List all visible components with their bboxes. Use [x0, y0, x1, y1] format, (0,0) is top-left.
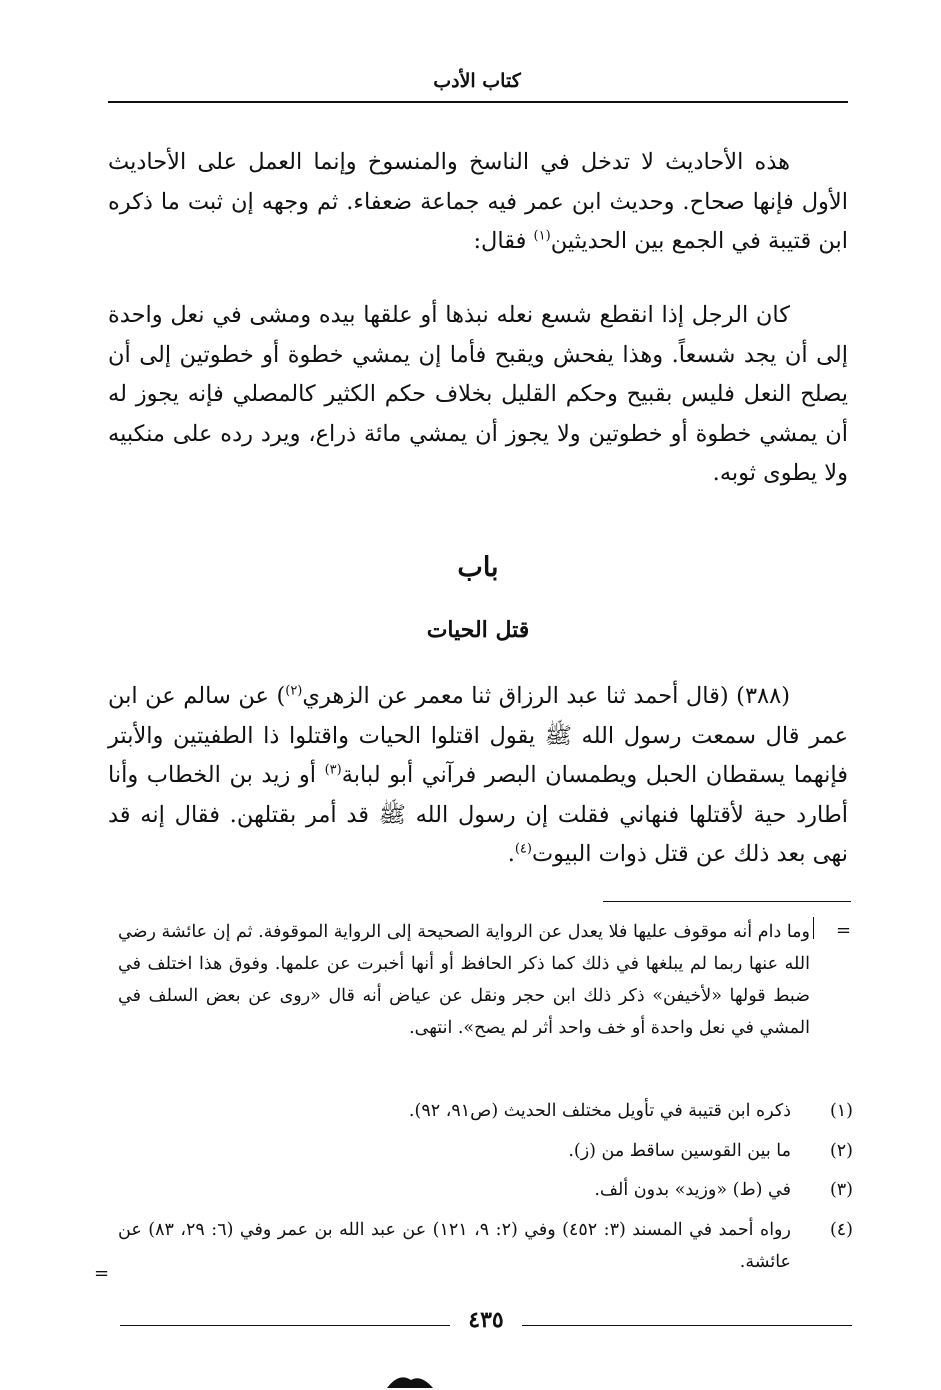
ornament-icon	[385, 1370, 435, 1390]
footnote-number: (١)	[829, 1101, 853, 1121]
hadith-lead: (٣٨٨) (قال أحمد ثنا عبد الرزاق ثنا معمر عن الزهري	[302, 683, 791, 709]
footnote-4	[118, 1214, 853, 1278]
section-title: قتل الحيات	[426, 617, 530, 643]
footnote-2	[118, 1135, 853, 1167]
hadith-part-2: ) عن سالم عن ابن عمر قال سمعت رسول الله ﷺ يقول اقتلوا الحيات واقتلوا ذا الطفيتين والأبتر فإنهما يسقطان الحبل ويطمسان البصر فرآني أبو لبابة	[108, 683, 848, 788]
paragraph-2	[108, 296, 848, 494]
footnote-end-mark: =	[94, 1263, 110, 1284]
footnote-text: ذكره ابن قتيبة في تأويل مختلف الحديث (ص٩١، ٩٢).	[408, 1101, 791, 1121]
footnote-number: (٢)	[829, 1141, 853, 1161]
hadith-part-3: أو زيد بن الخطاب وأنا أطارد حية لأقتلها فنهاني فقلت إن رسول الله ﷺ قد أمر بقتلهن. فقال إنه قد نهى بعد ذلك عن قتل ذوات البيوت	[108, 762, 848, 867]
paragraph-1-tail: فقال:	[473, 228, 534, 254]
chapter-title: باب	[457, 552, 499, 583]
page-number: ٤٣٥	[468, 1307, 504, 1333]
note-ref-3: (٣)	[324, 762, 342, 778]
note-ref-4: (٤)	[514, 841, 532, 857]
footnote-text: في (ط) «وزيد» بدون ألف.	[594, 1180, 791, 1200]
hadith-end: .	[507, 841, 515, 867]
footnote-continuation: وما دام أنه موقوف عليها فلا يعدل عن الرواية الصحيحة إلى الرواية الموقوفة. ثم إن عائشة رضي الله عنها ربما لم يبلغها في ذلك كما ذكر الحافظ أو أنها أخبرت عن علمها. وفوق هذا اختلف في ضبط قولها «لأخيفن» ذكر ذلك ابن حجر ونقل عن عياض أنه قال «روى عن بعض السلف في المشي في نعل واحدة أو خف واحد أثر لم يصح». انتهى.	[118, 922, 810, 1038]
footnote-3	[118, 1174, 853, 1206]
paragraph-2-text: كان الرجل إذا انقطع شسع نعله نبذها أو علقها بيده ومشى في نعل واحدة إلى أن يجد شسعاً. وهذا يفحش ويقبح فأما إن يمشي خطوة أو خطوتين إلى أن يصلح النعل فليس بقبيح وحكم القليل بخلاف حكم الكثير كالمصلي فإنه يجوز له أن يمشي خطوة أو خطوتين ولا يجوز أن يمشي مائة ذراع، ويرد رده على منكبيه ولا يطوى ثوبه.	[108, 302, 848, 486]
footnote-text: ما بين القوسين ساقط من (ز).	[568, 1141, 791, 1161]
paragraph-1-text: هذه الأحاديث لا تدخل في الناسخ والمنسوخ وإنما العمل على الأحاديث الأول فإنها صحاح. وحديث ابن عمر فيه جماعة ضعفاء. ثم وجهه إن ثبت ما ذكره ابن قتيبة في الجمع بين الحديثين	[108, 149, 848, 254]
footnote-number: (٣)	[829, 1180, 853, 1200]
footnote-rule	[603, 901, 851, 902]
header-rule	[108, 101, 848, 103]
paragraph-1	[108, 143, 848, 262]
footnote-number: (٤)	[829, 1220, 853, 1240]
footer-rule-left	[120, 1325, 450, 1326]
hadith-paragraph	[108, 677, 848, 875]
footnote-continuation-mark: =	[836, 920, 852, 941]
running-head: كتاب الأدب	[433, 70, 521, 92]
footnote-continuation-bar	[813, 917, 814, 939]
footer-rule-right	[522, 1325, 852, 1326]
note-ref-1: (١)	[533, 228, 551, 244]
note-ref-2: (٢)	[285, 683, 303, 699]
footnote-1	[118, 1095, 853, 1127]
footnote-text: رواه أحمد في المسند (٣: ٤٥٢) وفي (٢: ٩، ١٢١) عن عبد الله بن عمر وفي (٦: ٢٩، ٨٣) عن عائشة.	[118, 1220, 791, 1272]
